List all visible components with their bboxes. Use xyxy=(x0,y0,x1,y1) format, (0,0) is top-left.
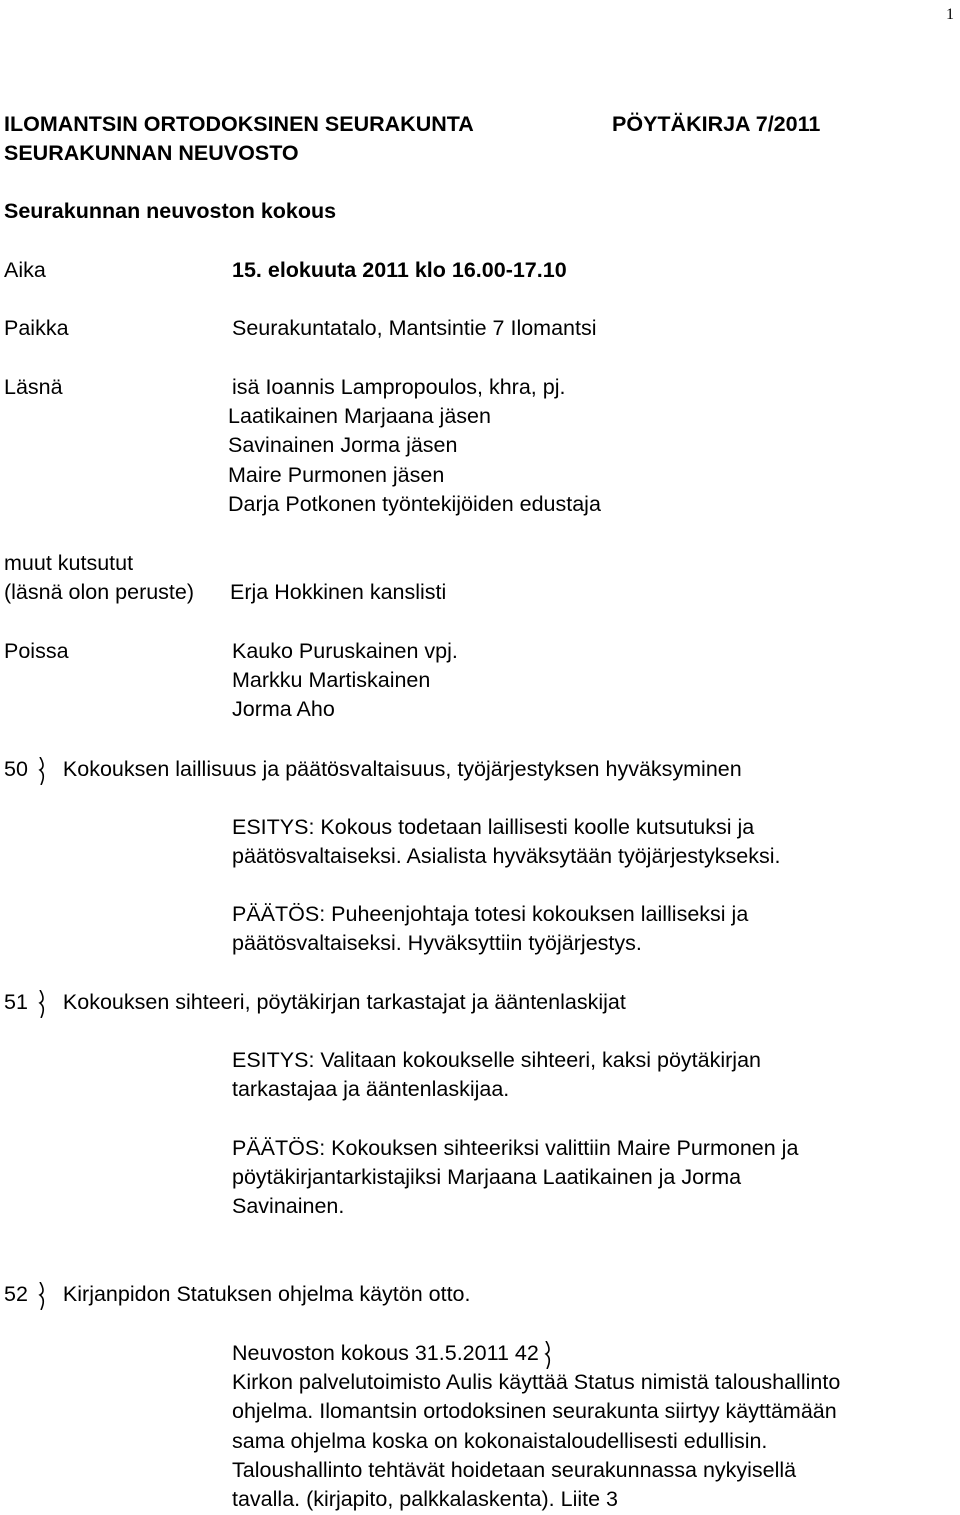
attendee: Laatikainen Marjaana jäsen xyxy=(228,404,491,428)
reference-line xyxy=(232,1339,563,1369)
absentee: Markku Martiskainen xyxy=(232,668,431,692)
section-sign-icon xyxy=(541,1341,563,1369)
page-number: 1 xyxy=(946,6,954,23)
section-title: Kirjanpidon Statuksen ohjelma käytön otto. xyxy=(62,1282,471,1306)
absentee: Kauko Puruskainen vpj. xyxy=(232,639,458,663)
esitys-text: ESITYS: Kokous todetaan laillisesti koolle kutsutuksi ja xyxy=(232,815,755,839)
attendee: Darja Potkonen työntekijöiden edustaja xyxy=(228,492,601,516)
esitys-text: ESITYS: Valitaan kokoukselle sihteeri, kaksi pöytäkirjan xyxy=(232,1048,761,1072)
paatos-text: PÄÄTÖS: Kokouksen sihteeriksi valittiin Maire Purmonen ja xyxy=(232,1136,799,1160)
muut-label-reason: (läsnä olon peruste) xyxy=(4,580,195,604)
poissa-label: Poissa xyxy=(4,639,69,663)
body-text: sama ohjelma koska on kokonaistaloudellisesti edullisin. xyxy=(232,1429,768,1453)
paatos-text: pöytäkirjantarkistajiksi Marjaana Laatikainen ja Jorma xyxy=(232,1165,742,1189)
section-number: 52 xyxy=(4,1282,28,1306)
section-sign-icon xyxy=(35,990,57,1018)
section-sign-icon xyxy=(35,1282,57,1310)
org-name: ILOMANTSIN ORTODOKSINEN SEURAKUNTA xyxy=(4,112,474,136)
meeting-title: Seurakunnan neuvoston kokous xyxy=(4,199,337,223)
paatos-text: päätösvaltaiseksi. Hyväksyttiin työjärjestys. xyxy=(232,931,642,955)
absentee: Jorma Aho xyxy=(232,697,335,721)
attendee: isä Ioannis Lampropoulos, khra, pj. xyxy=(232,375,566,399)
section-title: Kokouksen laillisuus ja päätösvaltaisuus, työjärjestyksen hyväksyminen xyxy=(62,757,742,781)
body-text: tavalla. (kirjapito, palkkalaskenta). Liite 3 xyxy=(232,1487,618,1511)
lasna-label: Läsnä xyxy=(4,375,63,399)
paikka-value: Seurakuntatalo, Mantsintie 7 Ilomantsi xyxy=(232,316,597,340)
section-sign-icon xyxy=(35,757,57,785)
section-52-heading xyxy=(4,1280,470,1310)
aika-value: 15. elokuuta 2011 klo 16.00-17.10 xyxy=(232,258,567,282)
paikka-label: Paikka xyxy=(4,316,69,340)
attendee: Savinainen Jorma jäsen xyxy=(228,433,458,457)
reference-text: Neuvoston kokous 31.5.2011 42 xyxy=(232,1341,539,1365)
section-title: Kokouksen sihteeri, pöytäkirjan tarkastajat ja ääntenlaskijat xyxy=(62,990,626,1014)
body-text: ohjelma. Ilomantsin ortodoksinen seurakunta siirtyy käyttämään xyxy=(232,1399,837,1423)
section-number: 51 xyxy=(4,990,28,1014)
aika-label: Aika xyxy=(4,258,46,282)
body-text: Taloushallinto tehtävät hoidetaan seurakunnassa nykyisellä xyxy=(232,1458,797,1482)
council-name: SEURAKUNNAN NEUVOSTO xyxy=(4,141,299,165)
document-id: PÖYTÄKIRJA 7/2011 xyxy=(612,112,821,136)
section-51-heading xyxy=(4,988,626,1018)
section-50-heading xyxy=(4,755,742,785)
muut-value: Erja Hokkinen kanslisti xyxy=(230,580,447,604)
esitys-text: päätösvaltaiseksi. Asialista hyväksytään työjärjestykseksi. xyxy=(232,844,781,868)
paatos-text: PÄÄTÖS: Puheenjohtaja totesi kokouksen lailliseksi ja xyxy=(232,902,749,926)
attendee: Maire Purmonen jäsen xyxy=(228,463,445,487)
muut-label: muut kutsutut xyxy=(4,551,134,575)
esitys-text: tarkastajaa ja ääntenlaskijaa. xyxy=(232,1077,510,1101)
paatos-text: Savinainen. xyxy=(232,1194,345,1218)
section-number: 50 xyxy=(4,757,28,781)
body-text: Kirkon palvelutoimisto Aulis käyttää Status nimistä taloushallinto xyxy=(232,1370,841,1394)
